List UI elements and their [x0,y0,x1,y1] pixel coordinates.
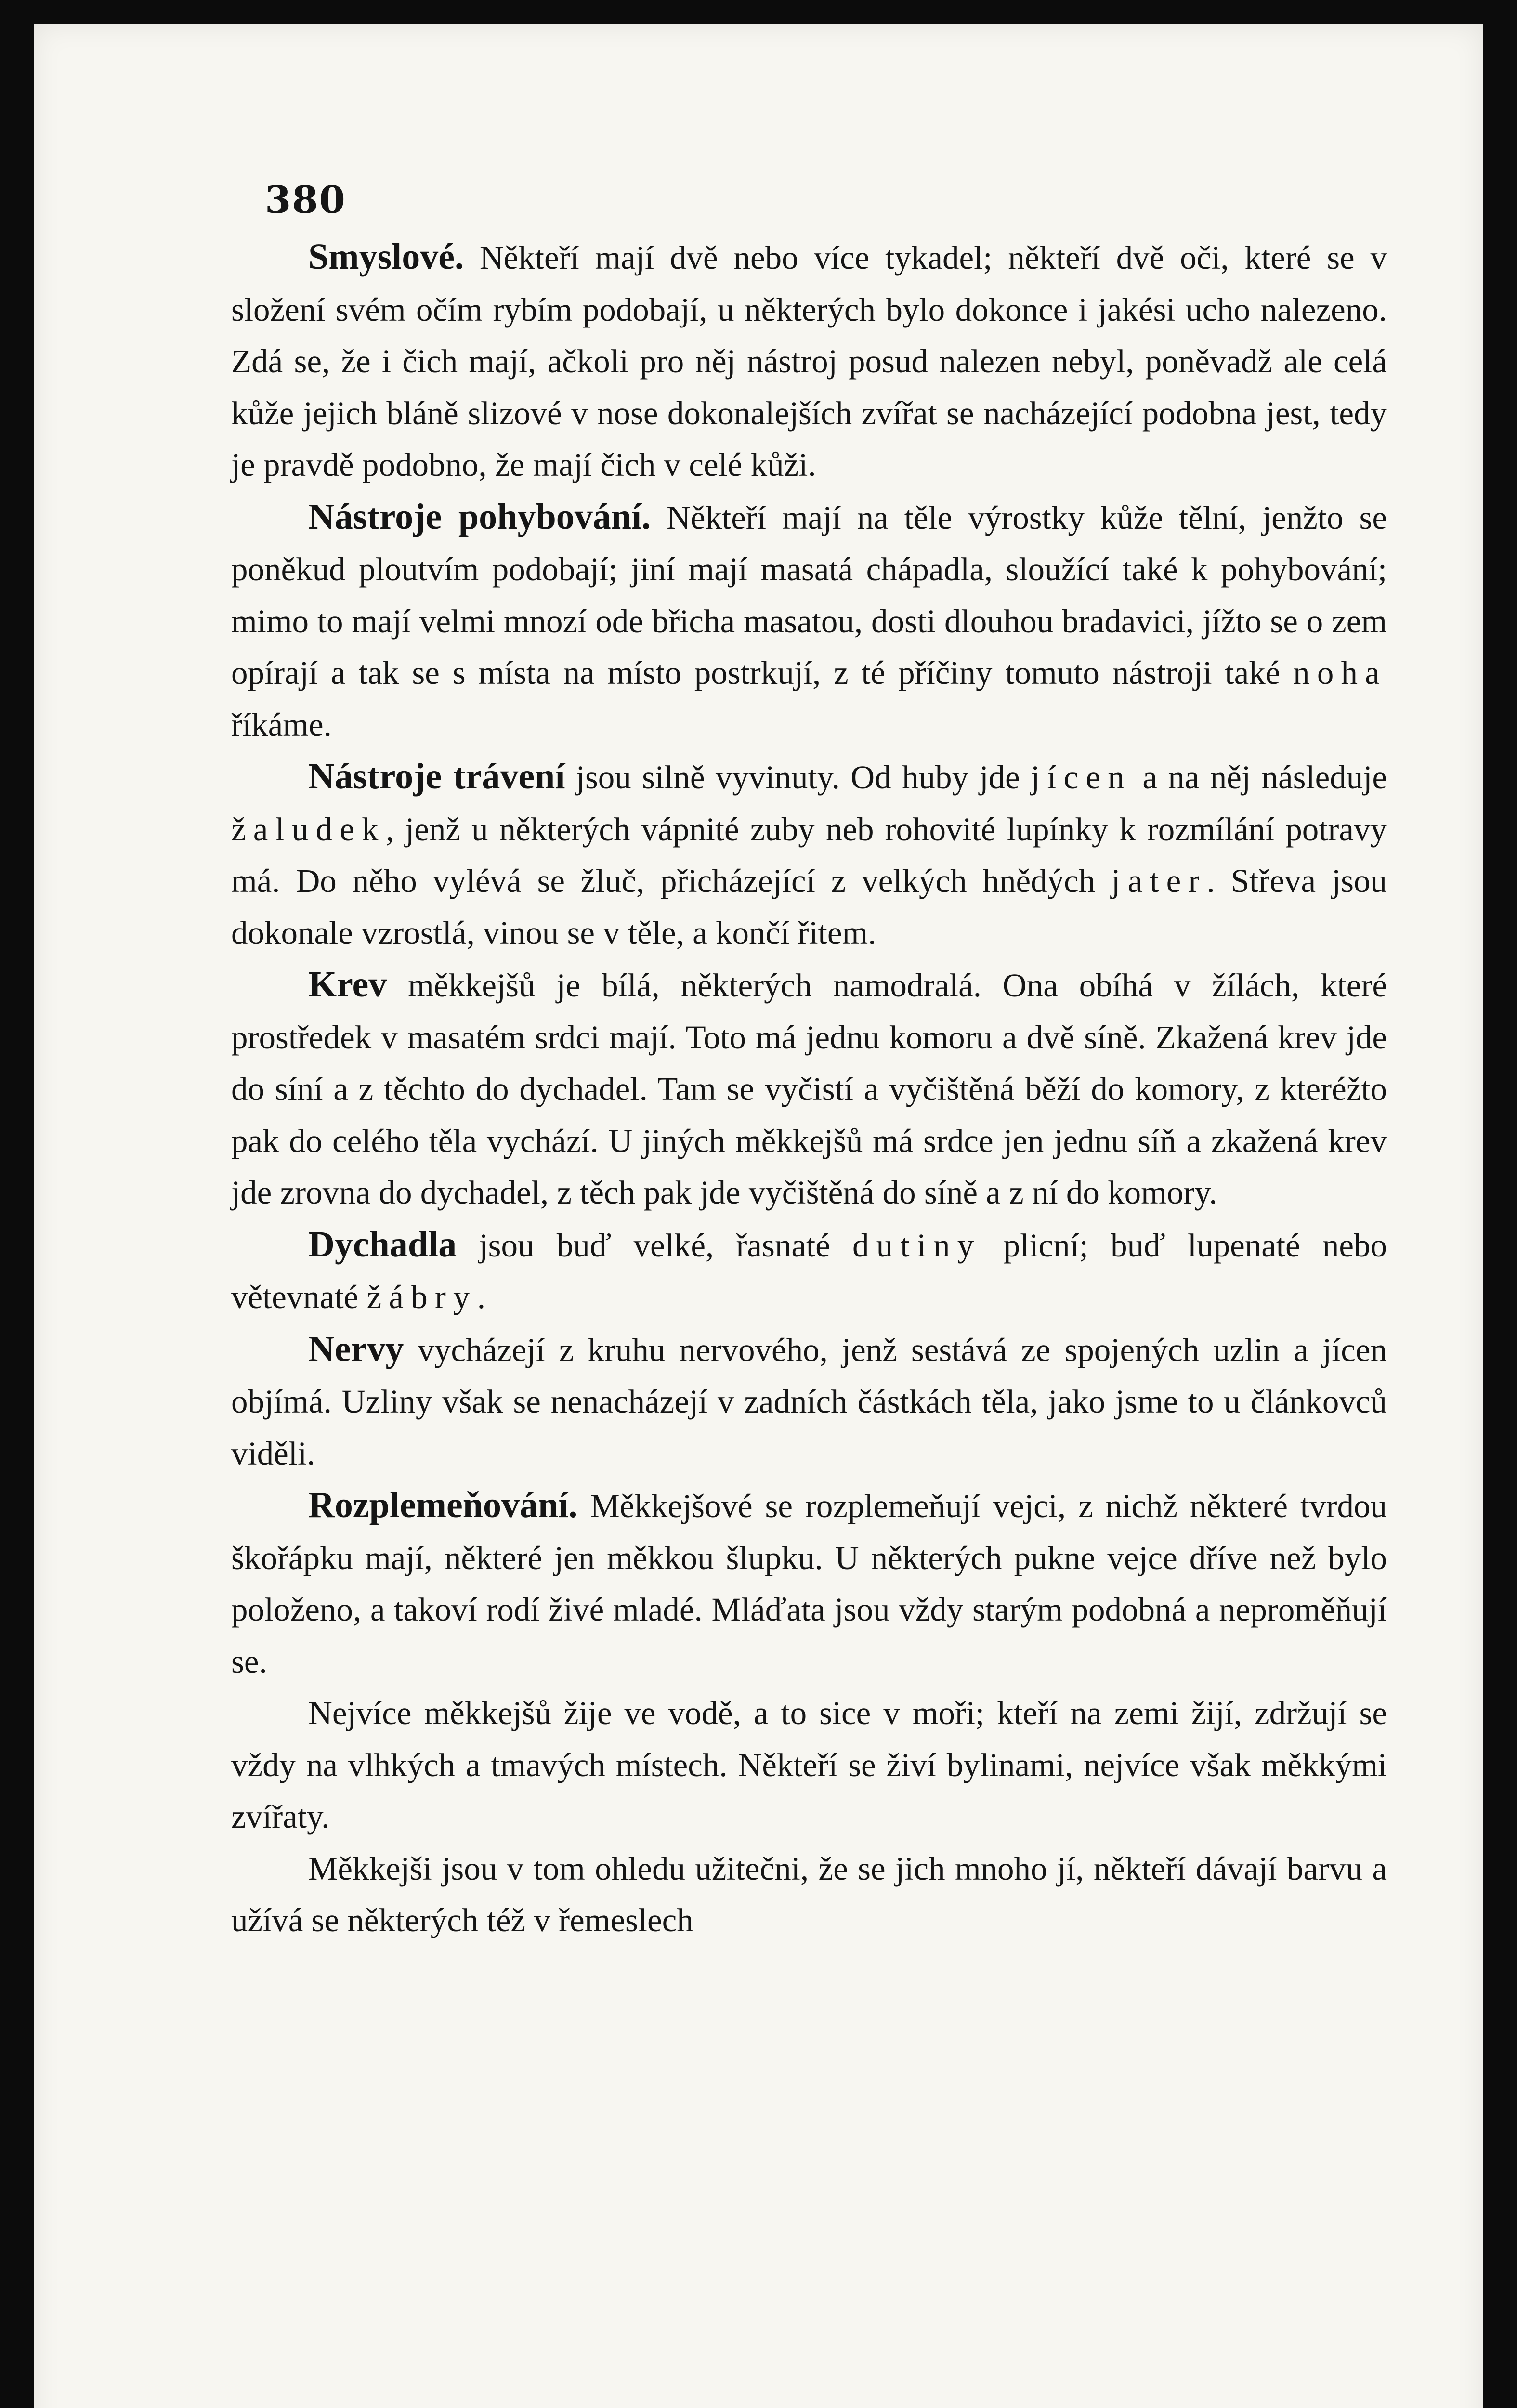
paragraph-text: Nejvíce měkkejšů žije ve vodě, a to sice v moři; kteří na zemi žijí, zdržují se vždy na vlhkých a tmavých místech. Někteří se živí bylinami, nejvíce však měkkými zvířaty. [231,1695,1387,1835]
paragraph-text: jsou silně vyvinuty. Od huby jde [565,759,1031,796]
paragraph-smyslove [231,231,1387,491]
paragraph-nastroje-traveni [231,751,1387,959]
paragraph-krev [231,959,1387,1219]
spaced-word: dutiny [852,1227,981,1264]
paragraph-text: vycházejí z kruhu nervového, jenž sestává ze spojených uzlin a jícen objímá. Uzliny však se nenacházejí v zadních částkách těla, jako jsme to u článkovců viděli. [231,1331,1387,1472]
term-nervy: Nervy [308,1328,404,1369]
paragraph-habitat [231,1688,1387,1843]
paragraph-text: Někteří mají na těle výrostky kůže tělní, jenžto se poněkud ploutvím podobají; jiní mají masatá chápadla, sloužící také k pohybování; mimo to mají velmi mnozí ode břicha masatou, dosti dlouhou bradavici, jížto se o zem opírají a tak se s místa na místo postrkují, z té příčiny tomuto nástroji také [231,499,1387,691]
paragraph-text: , jenž u některých vápnité zuby neb rohovité lupínky k rozmílání potravy má. Do něho vylévá se žluč, přicházející z velkých hnědých [231,811,1387,899]
paragraph-text: jsou buď velké, řasnaté [457,1227,852,1264]
paragraph-text: plicní; buď lupenaté nebo větevnaté [231,1227,1387,1315]
term-nastroje-pohybovani: Nástroje pohybování. [308,496,651,537]
page-number: 380 [265,178,346,222]
paragraph-text: Někteří mají dvě nebo více tykadel; někteří dvě oči, které se v složení svém očím rybím podobají, u některých bylo dokonce i jakési ucho nalezeno. Zdá se, že i čich mají, ačkoli pro něj nástroj posud nalezen nebyl, poněvadž ale celá kůže jejich bláně slizové v nose dokonalejších zvířat se nacházející podobna jest, tedy je pravdě podobno, že mají čich v celé kůži. [231,239,1387,483]
paragraph-uzitek [231,1843,1387,1947]
paragraph-text: . [477,1279,485,1315]
term-krev: Krev [308,964,387,1005]
spaced-word: noha [1293,654,1387,691]
spaced-word: žábry [366,1279,477,1315]
paragraph-text: . Střeva jsou dokonale vzrostlá, vinou se v těle, a končí řitem. [231,863,1387,951]
paragraph-text: a na něj následuje [1131,759,1387,796]
paragraph-nervy [231,1323,1387,1480]
paragraph-nastroje-pohybovani [231,491,1387,751]
term-rozplemenovani: Rozplemeňování. [308,1485,578,1525]
term-nastroje-traveni: Nástroje trávení [308,756,565,797]
spaced-word: žaludek [231,811,386,848]
body-text [231,231,1387,1947]
paragraph-text: Měkkejšové se rozplemeňují vejci, z nichž některé tvrdou škořápku mají, některé jen měkkou šlupku. U některých pukne vejce dříve než bylo položeno, a takoví rodí živé mladé. Mláďata jsou vždy starým podobná a neproměňují se. [231,1488,1387,1680]
paragraph-rozplemenovani [231,1479,1387,1688]
paragraph-dychadla [231,1219,1387,1323]
paragraph-text: říkáme. [231,706,332,743]
term-smyslove: Smyslové. [308,236,464,277]
paragraph-text: Měkkejši jsou v tom ohledu užitečni, že se jich mnoho jí, někteří dávají barvu a užívá se některých též v řemeslech [231,1850,1387,1938]
term-dychadla: Dychadla [308,1224,457,1265]
spaced-word: jícen [1030,759,1132,796]
spaced-word: jater [1111,863,1207,899]
paragraph-text: měkkejšů je bílá, některých namodralá. Ona obíhá v žílách, které prostředek v masatém srdci mají. Toto má jednu komoru a dvě síně. Zkažená krev jde do síní a z těchto do dychadel. Tam se vyčistí a vyčištěná běží do komory, z kteréžto pak do celého těla vychází. U jiných měkkejšů má srdce jen jednu síň a zkažená krev jde zrovna do dychadel, z těch pak jde vyčištěná do síně a z ní do komory. [231,967,1387,1211]
